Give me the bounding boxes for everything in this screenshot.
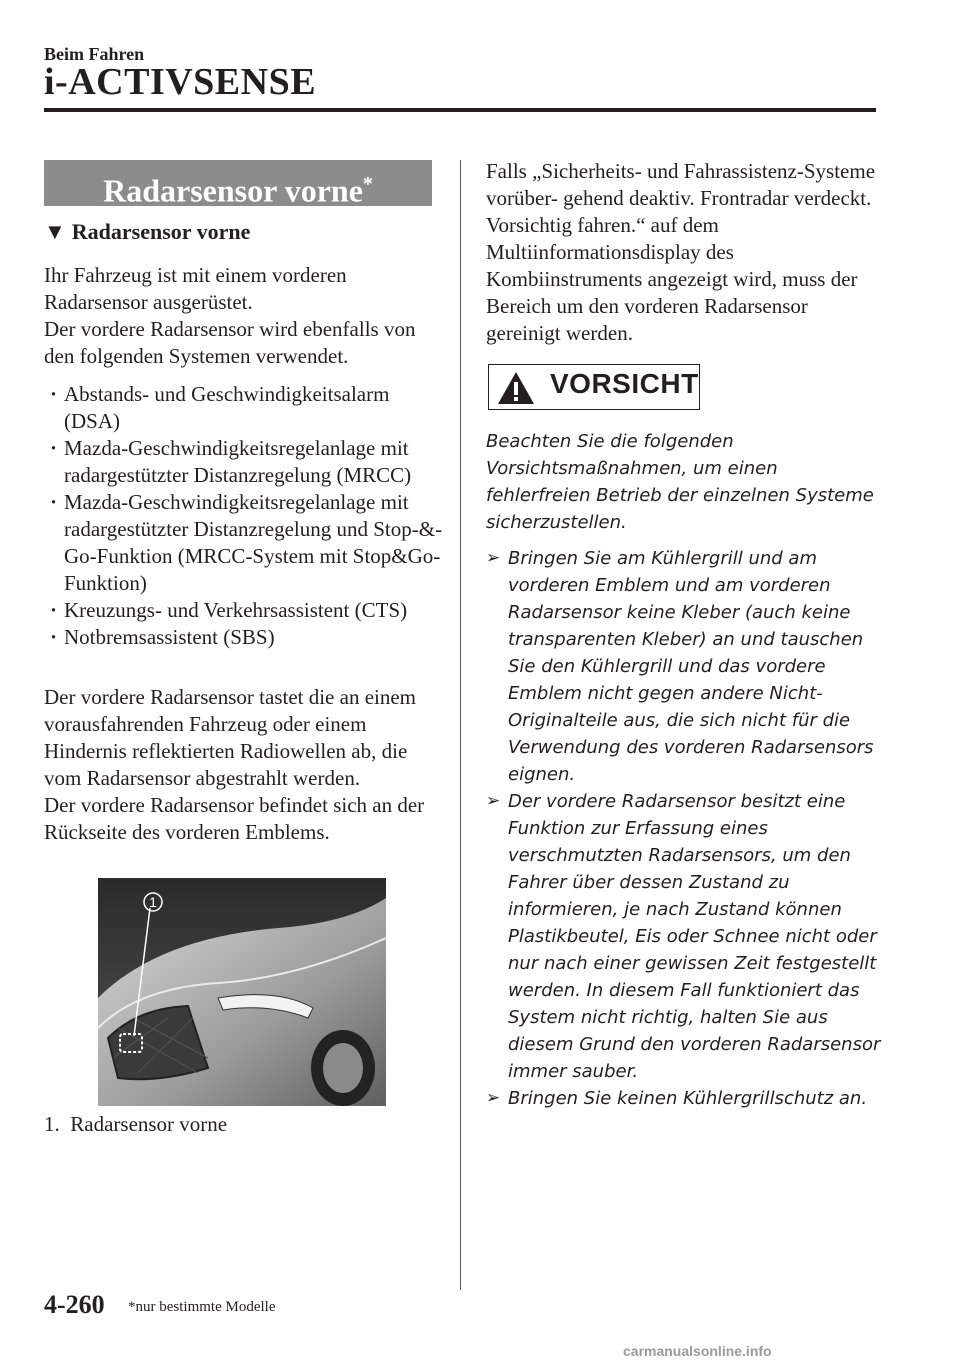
chapter-label: Beim Fahren [44, 44, 145, 64]
warning-label: VORSICHT [550, 368, 699, 399]
warning-text: Bringen Sie keinen Kühlergrillschutz an. [508, 1088, 868, 1109]
warning-intro: Beachten Sie die folgenden Vorsichtsmaßnahmen, um einen fehlerfreien Betrieb der einzelnen Systeme sicherzustellen. [486, 431, 874, 533]
warning-text: Der vordere Radarsensor besitzt eine Funktion zur Erfassung eines verschmutzten Radarsensors, um den Fahrer über dessen Zustand zu informieren, je nach Zustand können Plastikbeutel, Eis oder Schnee nicht oder nur nach einer gewissen Zeit festgestellt werden. In diesem Fall funktioniert das System nicht richtig, halten Sie aus diesem Grund den vorderen Radarsensor immer sauber. [508, 791, 881, 1082]
warning-text: Bringen Sie am Kühlergrill und am vorderen Emblem und am vorderen Radarsensor keine Kleber (auch keine transparenten Kleber) an und tauschen Sie den Kühlergrill und das vordere Emblem nicht gegen andere Nicht-Originalteile aus, die sich nicht für die Verwendung des vorderen Radarsensors eignen. [508, 548, 874, 785]
figure-caption: 1. Radarsensor vorne [44, 1112, 228, 1136]
footnote: *nur bestimmte Modelle [128, 1299, 276, 1315]
subheading [44, 219, 250, 245]
triangle-marker-icon: ▼ [44, 219, 66, 244]
intro-paragraph: Ihr Fahrzeug ist mit einem vorderen Radarsensor ausgerüstet. Der vordere Radarsensor wird ebenfalls von den folgenden Systemen verwendet. [44, 263, 416, 368]
wheel-rim [323, 1043, 363, 1093]
topic-title-bar [44, 160, 432, 209]
car-front-illustration [98, 878, 386, 1106]
warning-list [486, 545, 881, 1112]
list-item [486, 545, 881, 788]
arrow-bullet-icon: ➢ [486, 548, 501, 568]
topic-title: Radarsensor vorne [103, 172, 363, 209]
callout-number: 1 [149, 894, 157, 910]
list-item: · Notbremsassistent (SBS) [44, 624, 444, 651]
section-title: i-ACTIVSENSE [44, 61, 317, 103]
watermark: carmanualsonline.info [623, 1343, 772, 1359]
list-item [486, 1085, 881, 1112]
list-item: · Mazda-Geschwindigkeitsregelanlage mit radargestützter Distanzregelung (MRCC) [44, 435, 444, 489]
list-item: · Abstands- und Geschwindigkeitsalarm (DSA) [44, 381, 444, 435]
systems-list [44, 381, 444, 651]
column-divider [460, 160, 461, 1290]
subheading-text: Radarsensor vorne [71, 219, 251, 244]
sensor-paragraph: Der vordere Radarsensor tastet die an einem vorausfahrenden Fahrzeug oder einem Hindernis reflektierten Radiowellen ab, die vom Radarsensor abgestrahlt werden. Der vordere Radarsensor befindet sich an der Rückseite des vorderen Emblems. [44, 685, 425, 844]
notice-paragraph: Falls „Sicherheits- und Fahrassistenz-Systeme vorüber- gehend deaktiv. Frontradar verdeckt. Vorsichtig fahren.“ auf dem Multiinformationsdisplay des Kombiinstruments angezeigt wird, muss der Bereich um den vorderen Radarsensor gereinigt werden. [486, 159, 876, 345]
list-item [486, 788, 881, 1085]
warning-triangle-icon [496, 370, 536, 406]
arrow-bullet-icon: ➢ [486, 791, 501, 811]
page-number: 4-260 [44, 1290, 105, 1319]
list-item: · Mazda-Geschwindigkeitsregelanlage mit radargestützter Distanzregelung und Stop-&-Go-Funktion (MRCC-System mit Stop&Go-Funktion) [44, 489, 444, 597]
model-footnote-mark: * [362, 173, 373, 195]
header-rule [44, 108, 876, 112]
arrow-bullet-icon: ➢ [486, 1088, 501, 1108]
list-item: · Kreuzungs- und Verkehrsassistent (CTS) [44, 597, 444, 624]
